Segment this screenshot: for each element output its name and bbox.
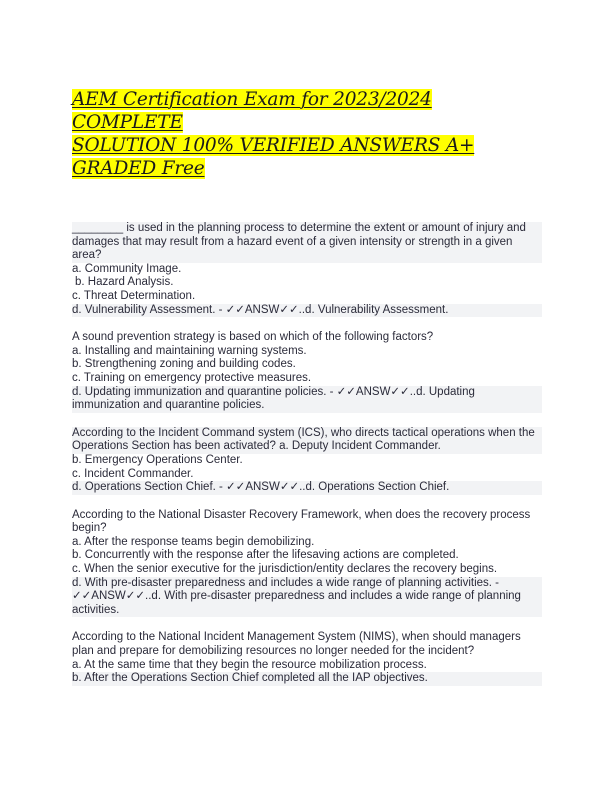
option-b: b. Concurrently with the response after the lifesaving actions are completed. xyxy=(72,549,459,562)
question-block-1 xyxy=(72,222,542,317)
question-text: According to the National Incident Management System (NIMS), when should managers plan and prepare for demobilizing resources no longer needed for the incident? xyxy=(72,631,521,658)
question-block-5 xyxy=(72,631,542,685)
title-line-2: SOLUTION 100% VERIFIED ANSWERS A+ GRADED Free xyxy=(72,135,475,179)
option-c: c. Training on emergency protective measures. xyxy=(72,371,312,384)
option-a: a. At the same time that they begin the resource mobilization process. xyxy=(72,658,427,671)
question-text: ________ is used in the planning process to determine the extent or amount of injury and damages that may result from a hazard event of a given intensity or strength in a given area? xyxy=(72,222,542,263)
option-b: b. Emergency Operations Center. xyxy=(72,453,243,466)
option-d-answer: d. Vulnerability Assessment. - ✓✓ANSW✓✓..d. Vulnerability Assessment. xyxy=(72,304,542,318)
option-a: a. Installing and maintaining warning systems. xyxy=(72,344,307,357)
option-c: c. Incident Commander. xyxy=(72,467,194,480)
option-a: a. After the response teams begin demobilizing. xyxy=(72,535,315,548)
title-line-1: AEM Certification Exam for 2023/2024 COMPLETE xyxy=(72,89,432,133)
option-d-answer: d. Updating immunization and quarantine policies. - ✓✓ANSW✓✓..d. Updating immunization and quarantine policies. xyxy=(72,386,542,413)
option-a: a. Community Image. xyxy=(72,262,182,275)
question-text: According to the National Disaster Recovery Framework, when does the recovery process begin? xyxy=(72,508,531,535)
question-block-2 xyxy=(72,331,542,413)
document-title xyxy=(72,88,542,180)
question-block-3 xyxy=(72,427,542,495)
question-block-4 xyxy=(72,509,542,618)
option-d-answer: d. With pre-disaster preparedness and includes a wide range of planning activities. - ✓✓ANSW✓✓..d. With pre-disaster preparedness and includes a wide range of planning activities. xyxy=(72,577,542,618)
option-c: c. When the senior executive for the jurisdiction/entity declares the recovery begins. xyxy=(72,563,498,576)
option-d-answer: d. Operations Section Chief. - ✓✓ANSW✓✓..d. Operations Section Chief. xyxy=(72,481,542,495)
option-b: b. Strengthening zoning and building codes. xyxy=(72,358,296,371)
option-c: c. Threat Determination. xyxy=(72,289,196,302)
question-text: According to the Incident Command system (ICS), who directs tactical operations when the Operations Section has been activated? a. Deputy Incident Commander. xyxy=(72,427,542,454)
option-b: b. After the Operations Section Chief completed all the IAP objectives. xyxy=(72,672,542,686)
question-text: A sound prevention strategy is based on which of the following factors? xyxy=(72,331,434,344)
option-b: b. Hazard Analysis. xyxy=(75,276,174,289)
question-list xyxy=(72,222,542,700)
